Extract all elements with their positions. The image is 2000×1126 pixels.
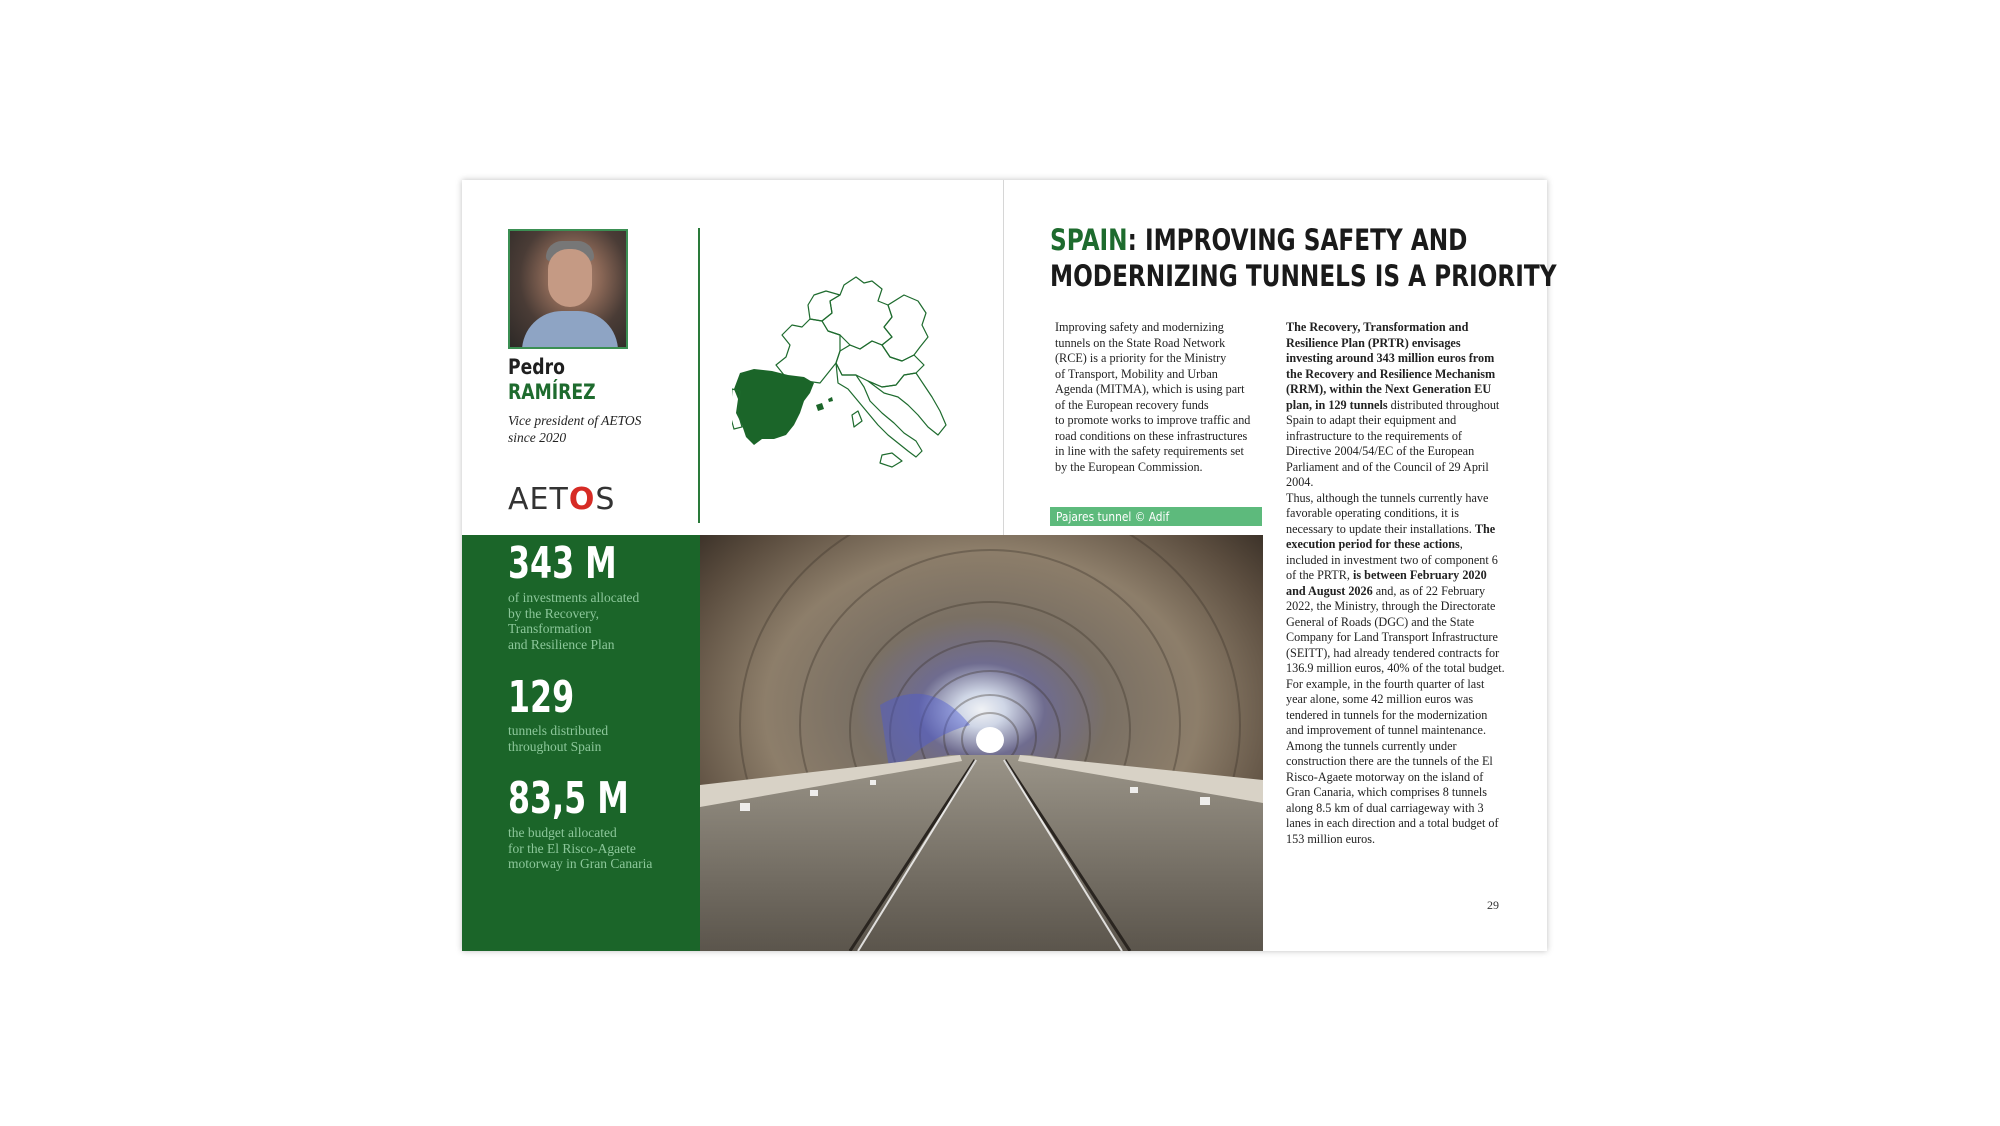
person-role: Vice president of AETOS since 2020 — [508, 413, 642, 445]
photo-caption: Pajares tunnel © Adif — [1050, 507, 1262, 526]
stat-value-tunnels: 129 — [508, 672, 575, 723]
europe-map-illustration — [732, 265, 977, 485]
article-intro-column: Improving safety and modernizing tunnels on the State Road Network (RCE) is a priority for the Ministry of Transport, Mobility and Urban Agenda (MITMA), which is using part of the European recovery funds to promote works to improve traffic and road conditions on these infrastructures in line with the safety requirements set by the European Commission. — [1055, 320, 1251, 474]
divider — [698, 228, 700, 523]
portrait-photo — [508, 229, 628, 349]
page-number: 29 — [1487, 898, 1499, 912]
person-first-name: Pedro — [508, 355, 565, 379]
magazine-spread — [462, 180, 1557, 951]
person-last-name: RAMÍREZ — [508, 380, 596, 404]
stat-label-tunnels: tunnels distributed throughout Spain — [508, 723, 609, 754]
aetos-logo: AETOS — [508, 482, 616, 517]
article-title: SPAIN: IMPROVING SAFETY AND MODERNIZING TUNNELS IS A PRIORITY — [1050, 223, 1557, 293]
stat-label-budget: the budget allocated for the El Risco-Agaete motorway in Gran Canaria — [508, 825, 653, 871]
stat-label-investment: of investments allocated by the Recovery, Transformation and Resilience Plan — [508, 590, 640, 652]
stat-value-budget: 83,5 M — [508, 773, 629, 824]
tunnel-photo — [700, 535, 1263, 951]
stat-value-investment: 343 M — [508, 538, 617, 589]
article-body-column: The Recovery, Transformation and Resilience Plan (PRTR) envisages investing around 343 million euros from the Recovery and Resilience Mechanism (RRM), within the Next Generation EU plan, in 129 tunnels distributed throughout Spain to adapt their equipment and infrastructure to the requirements of Directive 2004/54/EC of the European Parliament and of the Council of 29 April 2004. Thus, although the tunnels currently have favorable operating conditions, it is necessary to update their installations. The execution period for these actions, included in investment two of component 6 of the PRTR, is between February 2020 and August 2026 and, as of 22 February 2022, the Ministry, through the Directorate General of Roads (DGC) and the State Company for Land Transport Infrastructure (SEITT), had already tendered contracts for 136.9 million euros, 40% of the total budget. For example, in the fourth quarter of last year alone, some 42 million euros was tendered in tunnels for the modernization and improvement of tunnel maintenance. Among the tunnels currently under construction there are the tunnels of the El Risco-Agaete motorway on the island of Gran Canaria, which comprises 8 tunnels along 8.5 km of dual carriageway with 3 lanes in each direction and a total budget of 153 million euros. — [1286, 320, 1505, 846]
